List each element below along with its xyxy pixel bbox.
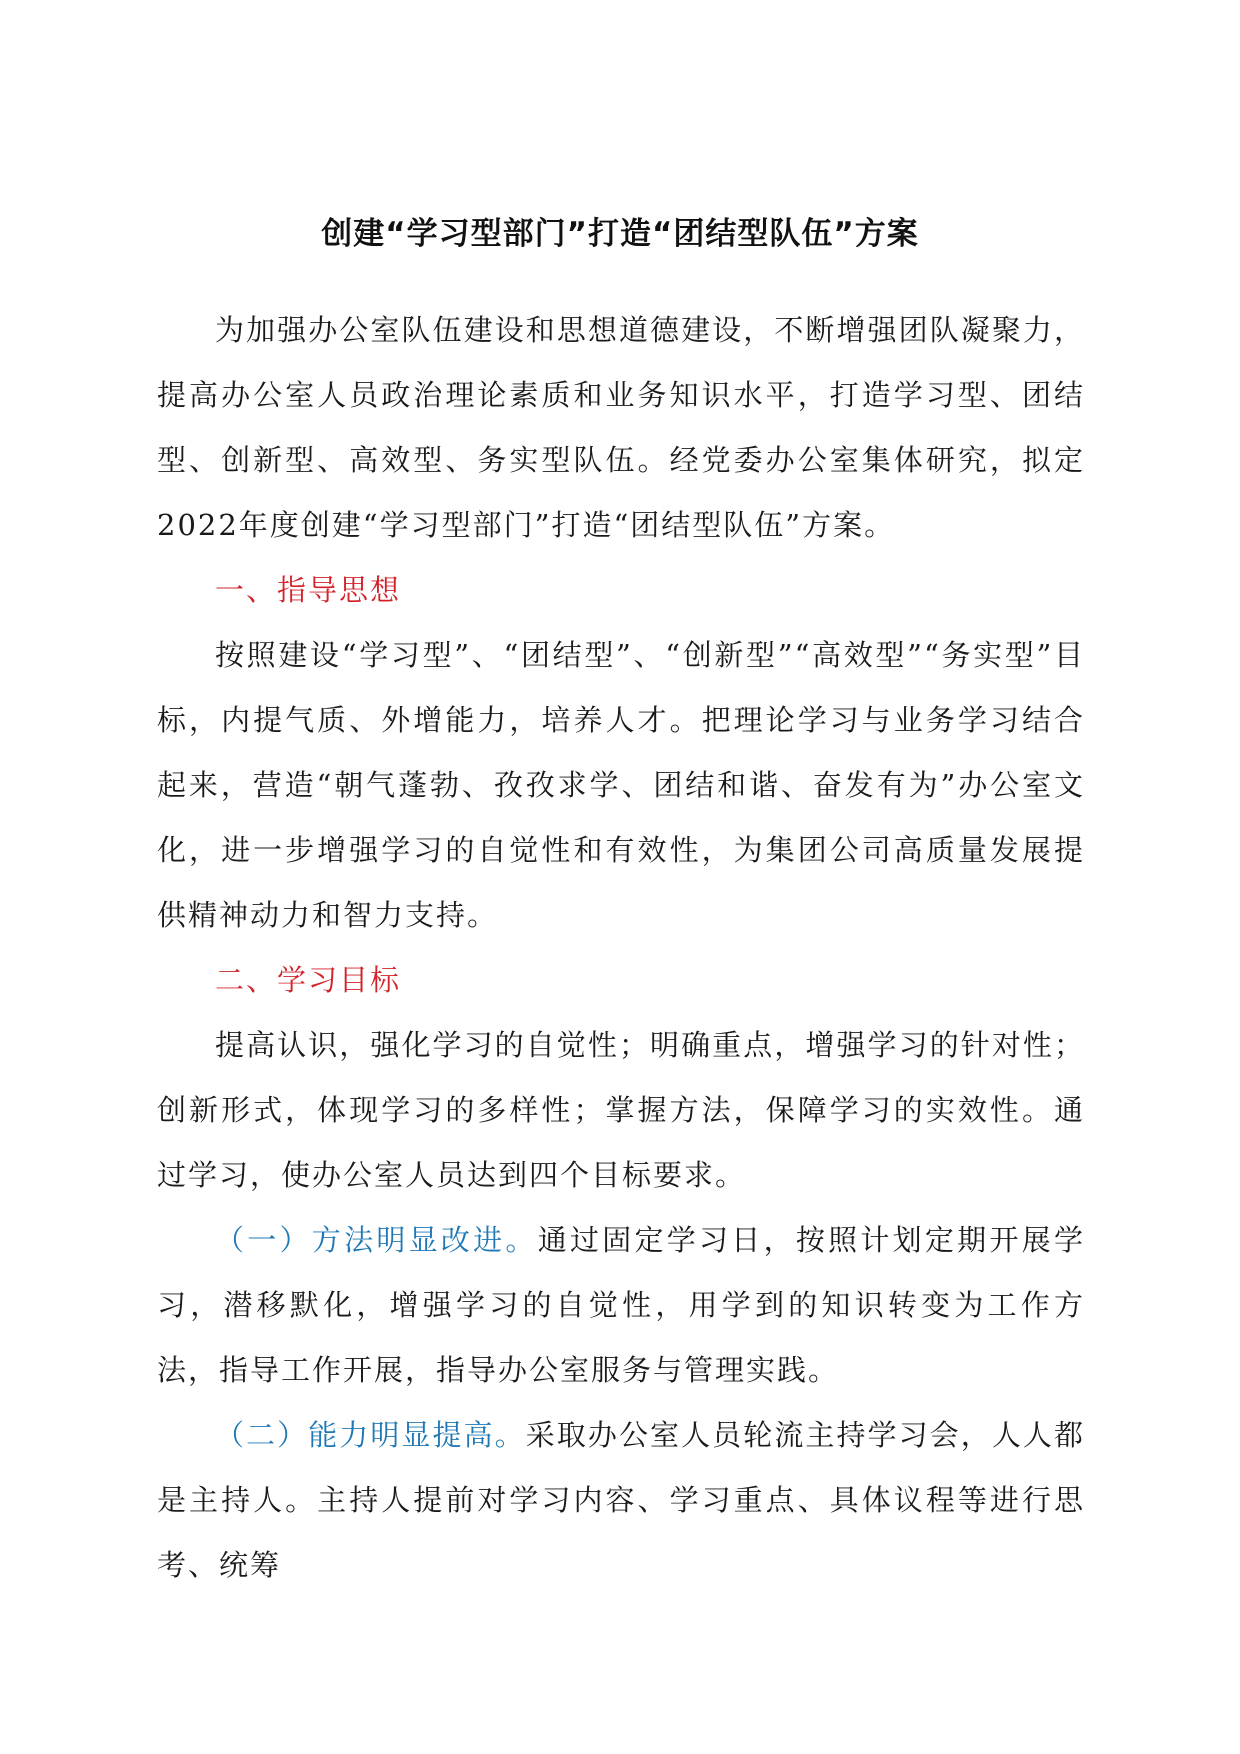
section-paragraph-learning-goals: 提高认识，强化学习的自觉性；明确重点，增强学习的针对性；创新形式，体现学习的多样性；掌握方法，保障学习的实效性。通过学习，使办公室人员达到四个目标要求。 [157, 1028, 1085, 1192]
document-title: 创建“学习型部门”打造“团结型队伍”方案 [321, 216, 919, 252]
document-body [157, 298, 1085, 1598]
section-paragraph-guiding-ideology: 按照建设“学习型”、“团结型”、“创新型”“高效型”“务实型”目标，内提气质、外增能力，培养人才。把理论学习与业务学习结合起来，营造“朝气蓬勃、孜孜求学、团结和谐、奋发有为”办公室文化，进一步增强学习的自觉性和有效性，为集团公司高质量发展提供精神动力和智力支持。 [157, 638, 1085, 932]
goal-item-ability-label: （二）能力明显提高。 [215, 1418, 526, 1452]
goal-item-ability [157, 1403, 1085, 1598]
goal-item-method-label: （一）方法明显改进。 [215, 1223, 538, 1257]
section-heading-guiding-ideology: 一、指导思想 [215, 573, 402, 607]
goal-item-method-text: 通过固定学习日，按照计划定期开展学习，潜移默化，增强学习的自觉性，用学到的知识转变为工作方法，指导工作开展，指导办公室服务与管理实践。 [157, 1223, 1085, 1387]
section-heading-learning-goals: 二、学习目标 [215, 963, 402, 997]
goal-item-method [157, 1208, 1085, 1403]
goal-item-ability-text: 采取办公室人员轮流主持学习会，人人都是主持人。主持人提前对学习内容、学习重点、具体议程等进行思考、统筹 [157, 1418, 1085, 1582]
intro-paragraph: 为加强办公室队伍建设和思想道德建设，不断增强团队凝聚力，提高办公室人员政治理论素质和业务知识水平，打造学习型、团结型、创新型、高效型、务实型队伍。经党委办公室集体研究，拟定2022年度创建“学习型部门”打造“团结型队伍”方案。 [157, 313, 1085, 542]
